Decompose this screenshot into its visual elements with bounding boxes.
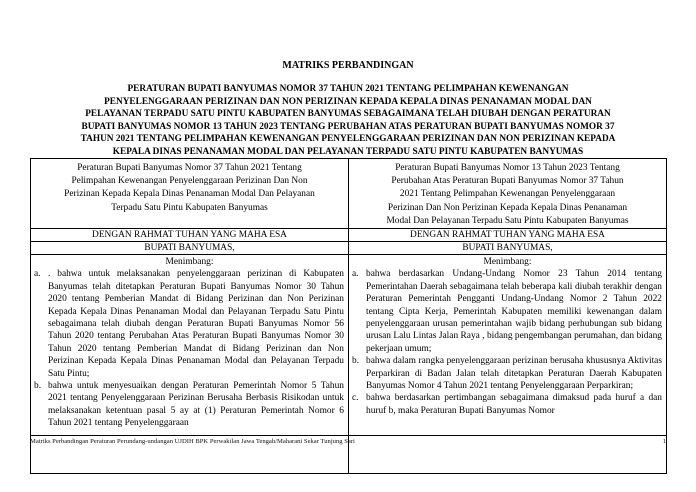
comparison-table: [30, 158, 667, 474]
table-row: [31, 242, 667, 255]
subtitle-line: KEPALA DINAS PENANAMAN MODAL DAN PELAYANAN TERPADU SATU PINTU KABUPATEN BANYUMAS: [112, 146, 584, 157]
footer-text: Matriks Perbandingan Peraturan Perundang-undangan UJDIH BPK Perwakilan Jawa Tengah/Maharani Sekar Tunjung Sari: [30, 438, 355, 445]
subtitle-line: PERATURAN BUPATI BANYUMAS NOMOR 37 TAHUN 2021 TENTANG PELIMPAHAN KEWENANGAN: [127, 84, 569, 94]
item-marker: a.: [34, 269, 41, 280]
list-item: [349, 355, 666, 392]
item-marker: b.: [34, 381, 42, 392]
header-line: Modal Dan Pelayanan Terpadu Satu Pintu Kabupaten Banyumas: [386, 215, 629, 226]
item-text: bahwa untuk menyesuaikan dengan Peraturan Pemerintah Nomor 5 Tahun 2021 tentang Penyelenggaraan Perizinan Berusaha Berbasis Risikodan untuk melaksanakan ketentuan pasal 5 ay at (1) Peraturan Pemerintah Nomor 6 Tahun 2021 tentang Penyelenggaraan: [48, 381, 344, 429]
considering-label: Menimbang:: [165, 257, 214, 268]
right-official: BUPATI BANYUMAS,: [349, 242, 667, 255]
subtitle-line: PELAYANAN TERPADU SATU PINTU KABUPATEN BANYUMAS SEBAGAIMANA TELAH DIUBAH DENGAN PERATURAN: [85, 109, 611, 120]
considering-label: Menimbang:: [483, 257, 532, 268]
item-text: bahwa berdasarkan pertimbangan sebagaimana dimaksud pada huruf a dan huruf b, maka Peraturan Bupati Banyumas Nomor: [366, 393, 662, 416]
list-item: [349, 392, 666, 417]
list-item: [349, 268, 666, 355]
list-item: [31, 268, 348, 380]
item-marker: c.: [352, 393, 359, 404]
document-title: MATRIKS PERBANDINGAN: [282, 60, 414, 71]
right-preamble: DENGAN RAHMAT TUHAN YANG MAHA ESA: [349, 229, 667, 242]
header-line: Perizinan Kepada Kepala Dinas Penanaman Modal Dan Pelayanan: [64, 189, 315, 200]
item-text: bahwa dalam rangka penyelenggaraan perizinan berusaha khususnya Aktivitas Perparkiran di Badan Jalan telah ditetapkan Peraturan Daerah Kabupaten Banyumas Nomor 4 Tahun 2021 tentang Penyelenggaraan Perparkiran;: [366, 356, 662, 392]
right-considerations: [349, 255, 667, 474]
header-line: Perizinan Dan Non Perizinan Kepada Kepala Dinas Penanaman: [387, 202, 628, 213]
header-line: Peraturan Bupati Banyumas Nomor 37 Tahun 2021 Tentang: [77, 163, 302, 173]
subtitle-line: BUPATI BANYUMAS NOMOR 13 TAHUN 2023 TENTANG PERUBAHAN ATAS PERATURAN BUPATI BANYUMAS NOMOR 37: [81, 121, 615, 132]
item-marker: a.: [352, 269, 359, 280]
footer-divider: [30, 435, 666, 436]
header-line: 2021 Tentang Pelimpahan Kewenangan Penyelenggaraan: [399, 189, 616, 200]
header-line: Terpadu Satu Pintu Kabupaten Banyumas: [111, 202, 268, 213]
header-line: Perubahan Atas Peraturan Bupati Banyumas Nomor 37 Tahun: [391, 176, 624, 187]
left-column-header: [31, 159, 349, 229]
page-number: 1: [662, 438, 666, 445]
item-text: bahwa berdasarkan Undang-Undang Nomor 23 Tahun 2014 tentang Pemerintahan Daerah sebagaimana telah beberapa kali diubah terakhir dengan Peraturan Pemerintah Pengganti Undang-Undang Nomor 2 Tahun 2022 tentang Cipta Kerja, Pemerintah Kabupaten memiliki kewenangan dalam penyelenggaraan urusan pemerintahan wajib bidang perhubungan sub bidang urusan Lalu Lintas Jalan Raya , bidang pengembangan perumahan, dan bidang pekerjaan umum;: [366, 269, 662, 354]
list-item: [31, 380, 348, 430]
item-marker: b.: [352, 356, 360, 367]
header-line: Pelimpahan Kewenangan Penyelenggaraan Perizinan Dan Non: [71, 176, 308, 187]
left-official: BUPATI BANYUMAS,: [31, 242, 349, 255]
table-header-row: [31, 159, 667, 229]
subtitle-line: TAHUN 2021 TENTANG PELIMPAHAN KEWENANGAN PENYELENGGARAAN PERIZINAN DAN NON PERIZINAN KEPADA: [80, 134, 616, 145]
table-row: [31, 229, 667, 242]
item-text: . bahwa untuk melaksanakan penyelenggaraan perizinan di Kabupaten Banyumas telah ditetapkan Peraturan Bupati Banyumas Nomor 30 Tahun 2020 tentang Pemberian Mandat di Bidang Perizinan dan Non Perizinan Kepada Kepala Dinas Penanaman Modal dan Pelayanan Terpadu Satu Pintu sebagaimana telah diubah dengan Peraturan Bupati Banyumas Nomor 56 Tahun 2020 tentang Perubahan Atas Peraturan Bupati Banyumas Nomor 30 Tahun 2020 tentang Pemberian Mandat di Bidang Perizinan dan Non Perizinan Kepada Kepala Dinas Penanaman Modal dan Pelayanan Terpadu Satu Pintu;: [48, 269, 344, 379]
left-preamble: DENGAN RAHMAT TUHAN YANG MAHA ESA: [31, 229, 349, 242]
right-column-header: [349, 159, 667, 229]
document-subtitle: [52, 83, 644, 159]
subtitle-line: PENYELENGGARAAN PERIZINAN DAN NON PERIZINAN KEPADA KEPALA DINAS PENANAMAN MODAL DAN: [104, 96, 592, 107]
header-line: Peraturan Bupati Banyumas Nomor 13 Tahun 2023 Tentang: [395, 163, 620, 173]
